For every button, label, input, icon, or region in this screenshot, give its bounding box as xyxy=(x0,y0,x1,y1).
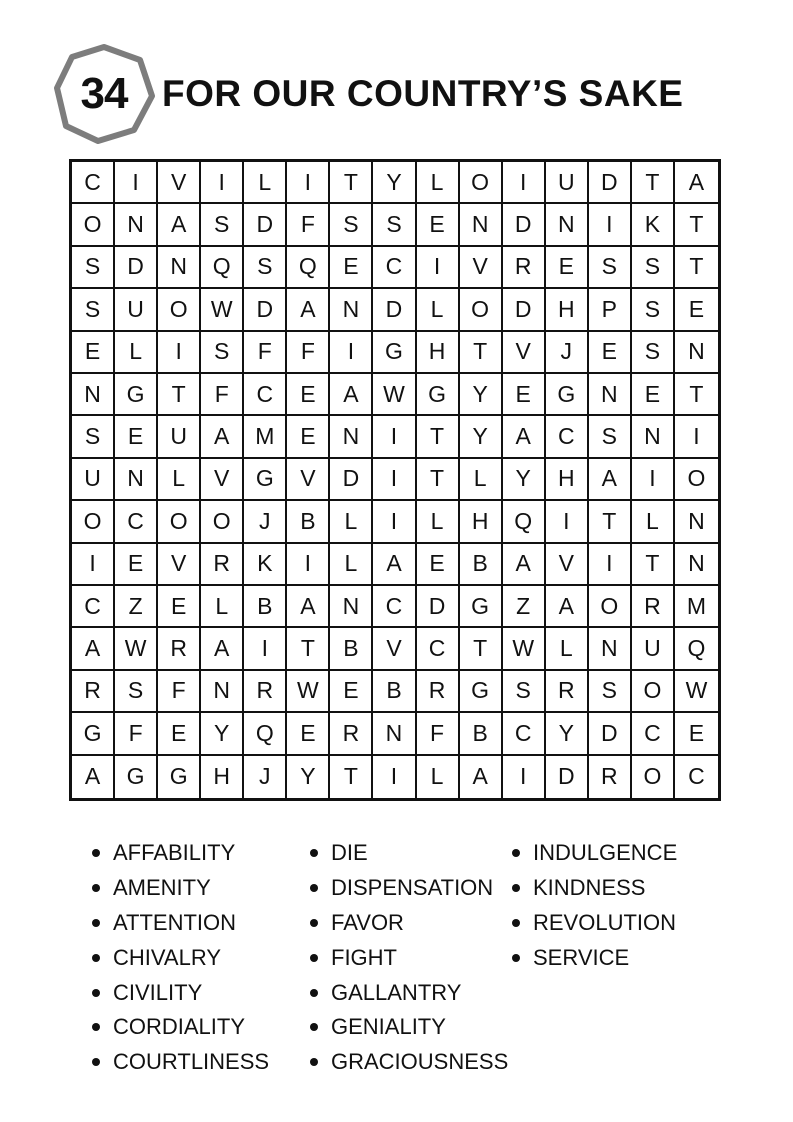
grid-cell[interactable]: R xyxy=(503,247,546,289)
grid-cell[interactable]: I xyxy=(632,459,675,501)
grid-cell[interactable]: I xyxy=(287,162,330,204)
word-label: CHIVALRY xyxy=(113,944,222,970)
grid-cell[interactable]: N xyxy=(72,374,115,416)
word-label: KINDNESS xyxy=(533,875,646,901)
grid-cell[interactable]: D xyxy=(244,204,287,246)
grid-cell[interactable]: G xyxy=(546,374,589,416)
word-label: INDULGENCE xyxy=(533,840,678,866)
grid-cell[interactable]: E xyxy=(330,671,373,713)
grid-cell[interactable]: L xyxy=(417,289,460,331)
grid-cell[interactable]: E xyxy=(330,247,373,289)
grid-cell[interactable]: U xyxy=(158,416,201,458)
grid-cell[interactable]: I xyxy=(244,628,287,670)
grid-cell[interactable]: Y xyxy=(460,416,503,458)
grid-cell[interactable]: C xyxy=(546,416,589,458)
grid-cell[interactable]: O xyxy=(72,501,115,543)
word-list-item xyxy=(92,871,269,906)
word-label: SERVICE xyxy=(533,944,630,970)
grid-cell[interactable]: O xyxy=(460,162,503,204)
grid-cell[interactable]: O xyxy=(632,671,675,713)
bullet-icon xyxy=(92,1058,100,1066)
grid-cell[interactable]: W xyxy=(201,289,244,331)
word-search-grid xyxy=(69,159,721,801)
grid-cell[interactable]: F xyxy=(244,332,287,374)
grid-cell[interactable]: R xyxy=(330,713,373,755)
word-list-item xyxy=(512,836,677,871)
grid-cell[interactable]: E xyxy=(287,374,330,416)
word-list-item xyxy=(92,906,269,941)
grid-cell[interactable]: G xyxy=(115,374,158,416)
grid-cell[interactable]: A xyxy=(287,289,330,331)
bullet-icon xyxy=(310,989,318,997)
grid-cell[interactable]: D xyxy=(503,289,546,331)
grid-cell[interactable]: L xyxy=(330,544,373,586)
grid-cell[interactable]: D xyxy=(417,586,460,628)
grid-cell[interactable]: T xyxy=(675,374,718,416)
grid-cell[interactable]: G xyxy=(460,586,503,628)
grid-cell[interactable]: Y xyxy=(546,713,589,755)
word-label: ATTENTION xyxy=(113,909,237,935)
grid-cell[interactable]: I xyxy=(503,756,546,798)
grid-cell[interactable]: F xyxy=(287,204,330,246)
grid-cell[interactable]: M xyxy=(675,586,718,628)
grid-cell[interactable]: E xyxy=(287,416,330,458)
grid-cell[interactable]: G xyxy=(244,459,287,501)
grid-cell[interactable]: T xyxy=(158,374,201,416)
grid-cell[interactable]: R xyxy=(632,586,675,628)
grid-cell[interactable]: F xyxy=(287,332,330,374)
grid-cell[interactable]: S xyxy=(632,289,675,331)
grid-cell[interactable]: L xyxy=(417,501,460,543)
grid-cell[interactable]: N xyxy=(158,247,201,289)
grid-cell[interactable]: S xyxy=(72,289,115,331)
grid-cell[interactable]: C xyxy=(417,628,460,670)
grid-cell[interactable]: N xyxy=(330,289,373,331)
grid-cell[interactable]: T xyxy=(417,416,460,458)
word-label: FIGHT xyxy=(331,944,397,970)
word-list-column-1 xyxy=(92,836,269,1080)
grid-cell[interactable]: R xyxy=(72,671,115,713)
grid-cell[interactable]: P xyxy=(589,289,632,331)
grid-cell[interactable]: N xyxy=(115,459,158,501)
grid-cell[interactable]: D xyxy=(546,756,589,798)
grid-cell[interactable]: R xyxy=(158,628,201,670)
grid-cell[interactable]: C xyxy=(115,501,158,543)
grid-cell[interactable]: S xyxy=(115,671,158,713)
word-label: REVOLUTION xyxy=(533,909,677,935)
grid-cell[interactable]: I xyxy=(201,162,244,204)
grid-cell[interactable]: S xyxy=(503,671,546,713)
grid-cell[interactable]: E xyxy=(632,374,675,416)
grid-cell[interactable]: S xyxy=(632,247,675,289)
grid-cell[interactable]: Q xyxy=(244,713,287,755)
grid-cell[interactable]: U xyxy=(632,628,675,670)
grid-cell[interactable]: Q xyxy=(287,247,330,289)
grid-cell[interactable]: V xyxy=(460,247,503,289)
bullet-icon xyxy=(512,884,520,892)
word-list-item xyxy=(92,836,269,871)
word-list-item xyxy=(92,1010,269,1045)
bullet-icon xyxy=(310,849,318,857)
grid-cell[interactable]: Y xyxy=(201,713,244,755)
grid-cell[interactable]: C xyxy=(688,763,705,790)
grid-cell[interactable]: E xyxy=(675,289,718,331)
grid-cell[interactable]: E xyxy=(417,204,460,246)
bullet-icon xyxy=(92,954,100,962)
grid-cell[interactable]: S xyxy=(589,247,632,289)
grid-cell[interactable]: G xyxy=(373,332,416,374)
grid-cell[interactable]: Z xyxy=(115,586,158,628)
grid-cell[interactable]: D xyxy=(503,204,546,246)
word-list-item xyxy=(92,975,269,1010)
bullet-icon xyxy=(92,989,100,997)
grid-cell[interactable]: V xyxy=(503,332,546,374)
grid-cell[interactable]: Q xyxy=(503,501,546,543)
grid-cell[interactable]: E xyxy=(503,374,546,416)
grid-cell[interactable]: K xyxy=(632,204,675,246)
grid-cell[interactable]: R xyxy=(546,671,589,713)
grid-cell[interactable]: N xyxy=(373,713,416,755)
grid-cell[interactable]: W xyxy=(373,374,416,416)
grid-cell[interactable]: C xyxy=(503,713,546,755)
grid-cell[interactable]: D xyxy=(244,289,287,331)
grid-cell[interactable]: T xyxy=(675,247,718,289)
grid-cell[interactable]: A xyxy=(589,459,632,501)
grid-cell[interactable]: G xyxy=(115,756,158,798)
grid-cell[interactable]: N xyxy=(675,501,718,543)
grid-cell[interactable]: L xyxy=(460,459,503,501)
grid-cell[interactable]: S xyxy=(589,671,632,713)
grid-cell[interactable]: W xyxy=(287,671,330,713)
grid-cell[interactable]: A xyxy=(546,586,589,628)
grid-cell[interactable]: V xyxy=(158,544,201,586)
grid-cell[interactable]: T xyxy=(287,628,330,670)
grid-cell[interactable]: S xyxy=(244,247,287,289)
word-list-item xyxy=(512,906,677,941)
grid-cell[interactable]: O xyxy=(589,586,632,628)
grid-cell[interactable]: O xyxy=(201,501,244,543)
grid-cell[interactable]: O xyxy=(158,289,201,331)
grid-cell[interactable]: L xyxy=(201,586,244,628)
bullet-icon xyxy=(92,1023,100,1031)
bullet-icon xyxy=(92,919,100,927)
grid-cell[interactable]: W xyxy=(503,628,546,670)
grid-cell[interactable]: I xyxy=(589,204,632,246)
puzzle-number-badge xyxy=(52,42,156,146)
grid-cell[interactable]: N xyxy=(675,544,718,586)
grid-cell[interactable]: U xyxy=(72,459,115,501)
word-list-item xyxy=(310,940,508,975)
grid-cell[interactable]: A xyxy=(460,756,503,798)
word-label: COURTLINESS xyxy=(113,1049,270,1075)
grid-cell[interactable]: V xyxy=(201,459,244,501)
grid-cell[interactable]: L xyxy=(546,628,589,670)
grid-cell[interactable]: B xyxy=(373,671,416,713)
grid-cell[interactable]: A xyxy=(201,416,244,458)
grid-cell[interactable]: J xyxy=(244,501,287,543)
grid-cell[interactable]: E xyxy=(287,713,330,755)
grid-cell[interactable]: T xyxy=(675,204,718,246)
grid-cell[interactable]: D xyxy=(589,162,632,204)
grid-cell[interactable]: S xyxy=(72,416,115,458)
grid-cell[interactable]: Q xyxy=(675,628,718,670)
grid-cell[interactable]: I xyxy=(287,544,330,586)
grid-cell[interactable]: Y xyxy=(373,162,416,204)
grid-cell[interactable]: I xyxy=(330,332,373,374)
grid-cell[interactable]: V xyxy=(158,162,201,204)
word-label: FAVOR xyxy=(331,909,404,935)
grid-cell[interactable]: V xyxy=(373,628,416,670)
grid-cell[interactable]: E xyxy=(158,586,201,628)
grid-cell[interactable]: S xyxy=(589,416,632,458)
grid-cell[interactable]: H xyxy=(546,289,589,331)
grid-cell[interactable]: I xyxy=(675,416,718,458)
grid-cell[interactable]: U xyxy=(546,162,589,204)
grid-cell[interactable]: A xyxy=(503,544,546,586)
grid-cell[interactable]: I xyxy=(373,501,416,543)
grid-cell[interactable]: T xyxy=(632,162,675,204)
word-list-item xyxy=(310,871,508,906)
word-label: DIE xyxy=(331,840,368,866)
grid-cell[interactable]: I xyxy=(546,501,589,543)
word-list-item xyxy=(310,975,508,1010)
grid-cell[interactable]: W xyxy=(675,671,718,713)
grid-cell[interactable]: L xyxy=(417,162,460,204)
bullet-icon xyxy=(310,1023,318,1031)
grid-cell[interactable]: L xyxy=(158,459,201,501)
grid-cell[interactable]: N xyxy=(201,671,244,713)
grid-cell[interactable]: H xyxy=(460,501,503,543)
bullet-icon xyxy=(310,1058,318,1066)
grid-cell[interactable]: D xyxy=(115,247,158,289)
grid-cell[interactable]: N xyxy=(675,332,718,374)
grid-cell[interactable]: T xyxy=(589,501,632,543)
grid-cell[interactable]: V xyxy=(287,459,330,501)
grid-cell[interactable]: A xyxy=(72,756,115,798)
grid-cell[interactable]: C xyxy=(72,162,115,204)
word-label: DISPENSATION xyxy=(331,875,494,901)
grid-cell[interactable]: T xyxy=(460,332,503,374)
grid-cell[interactable]: N xyxy=(330,586,373,628)
grid-cell[interactable]: Y xyxy=(460,374,503,416)
grid-cell[interactable]: C xyxy=(72,586,115,628)
grid-cell[interactable]: L xyxy=(417,756,460,798)
grid-cell[interactable]: O xyxy=(158,501,201,543)
grid-cell[interactable]: D xyxy=(589,713,632,755)
grid-cell[interactable]: R xyxy=(589,756,632,798)
letter-grid xyxy=(72,162,718,798)
bullet-icon xyxy=(92,884,100,892)
grid-cell[interactable]: Y xyxy=(503,459,546,501)
grid-cell[interactable]: Y xyxy=(287,756,330,798)
grid-cell[interactable]: A xyxy=(287,586,330,628)
word-list-item xyxy=(512,871,677,906)
grid-cell[interactable]: B xyxy=(244,586,287,628)
word-label: CORDIALITY xyxy=(113,1014,246,1040)
grid-cell[interactable]: R xyxy=(417,671,460,713)
grid-cell[interactable]: V xyxy=(546,544,589,586)
grid-cell[interactable]: N xyxy=(330,416,373,458)
grid-cell[interactable]: L xyxy=(330,501,373,543)
grid-cell[interactable]: G xyxy=(158,756,201,798)
grid-cell[interactable]: W xyxy=(115,628,158,670)
grid-cell[interactable]: E xyxy=(589,332,632,374)
grid-cell[interactable]: S xyxy=(72,247,115,289)
grid-cell[interactable]: E xyxy=(72,332,115,374)
grid-cell[interactable]: F xyxy=(115,713,158,755)
grid-cell[interactable]: L xyxy=(115,332,158,374)
bullet-icon xyxy=(92,849,100,857)
grid-cell[interactable]: D xyxy=(330,459,373,501)
grid-cell[interactable]: Z xyxy=(503,586,546,628)
grid-cell[interactable]: I xyxy=(115,162,158,204)
grid-cell[interactable]: H xyxy=(417,332,460,374)
grid-cell[interactable]: F xyxy=(417,713,460,755)
grid-cell[interactable]: K xyxy=(244,544,287,586)
puzzle-number: 34 xyxy=(80,69,128,118)
bullet-icon xyxy=(512,849,520,857)
grid-cell[interactable]: B xyxy=(330,628,373,670)
grid-cell[interactable]: F xyxy=(158,671,201,713)
grid-cell[interactable]: D xyxy=(373,289,416,331)
grid-cell[interactable]: I xyxy=(589,544,632,586)
grid-cell[interactable]: I xyxy=(72,544,115,586)
grid-cell[interactable]: R xyxy=(201,544,244,586)
grid-cell[interactable]: B xyxy=(287,501,330,543)
word-list-column-3 xyxy=(512,836,677,975)
word-label: GENIALITY xyxy=(331,1014,446,1040)
grid-cell[interactable]: C xyxy=(632,713,675,755)
grid-cell[interactable]: N xyxy=(589,628,632,670)
word-list-column-2 xyxy=(310,836,508,1080)
grid-cell[interactable]: A xyxy=(201,628,244,670)
grid-cell[interactable]: B xyxy=(460,713,503,755)
grid-cell[interactable]: A xyxy=(373,544,416,586)
grid-cell[interactable]: N xyxy=(589,374,632,416)
word-list-item xyxy=(310,836,508,871)
grid-cell[interactable]: G xyxy=(72,713,115,755)
grid-cell[interactable]: A xyxy=(158,204,201,246)
grid-cell[interactable]: S xyxy=(330,204,373,246)
grid-cell[interactable]: E xyxy=(675,713,718,755)
bullet-icon xyxy=(512,919,520,927)
grid-cell[interactable]: J xyxy=(546,332,589,374)
grid-cell[interactable]: A xyxy=(72,628,115,670)
word-label: CIVILITY xyxy=(113,979,203,1005)
bullet-icon xyxy=(310,884,318,892)
grid-cell[interactable]: B xyxy=(460,544,503,586)
grid-cell[interactable]: T xyxy=(417,459,460,501)
grid-cell[interactable]: S xyxy=(373,204,416,246)
puzzle-title: FOR OUR COUNTRY’S SAKE xyxy=(162,73,684,114)
word-list-item xyxy=(310,1010,508,1045)
grid-cell[interactable]: I xyxy=(373,756,416,798)
grid-cell[interactable]: N xyxy=(632,416,675,458)
grid-cell[interactable]: I xyxy=(158,332,201,374)
grid-cell[interactable]: I xyxy=(373,459,416,501)
grid-cell[interactable]: T xyxy=(330,756,373,798)
word-list-item xyxy=(310,1045,508,1080)
word-label: AMENITY xyxy=(113,875,211,901)
grid-cell[interactable]: Q xyxy=(201,247,244,289)
grid-cell[interactable]: S xyxy=(632,332,675,374)
grid-cell[interactable]: C xyxy=(244,374,287,416)
grid-cell[interactable]: A xyxy=(503,416,546,458)
grid-cell[interactable]: U xyxy=(115,289,158,331)
grid-cell[interactable]: G xyxy=(460,671,503,713)
grid-cell[interactable]: E xyxy=(158,713,201,755)
word-label: AFFABILITY xyxy=(113,840,236,866)
grid-cell[interactable]: I xyxy=(373,416,416,458)
grid-cell[interactable]: S xyxy=(201,204,244,246)
grid-cell[interactable]: O xyxy=(675,459,718,501)
grid-cell[interactable]: S xyxy=(201,332,244,374)
grid-cell[interactable]: C xyxy=(373,247,416,289)
grid-cell[interactable]: G xyxy=(417,374,460,416)
grid-cell[interactable]: O xyxy=(72,204,115,246)
grid-cell[interactable]: N xyxy=(115,204,158,246)
grid-cell[interactable]: T xyxy=(330,162,373,204)
grid-cell[interactable]: E xyxy=(115,416,158,458)
grid-cell[interactable]: I xyxy=(417,247,460,289)
grid-cell[interactable]: F xyxy=(201,374,244,416)
grid-cell[interactable]: N xyxy=(546,204,589,246)
grid-cell[interactable]: L xyxy=(244,162,287,204)
word-list-item xyxy=(310,906,508,941)
grid-cell[interactable]: T xyxy=(632,544,675,586)
grid-cell[interactable]: I xyxy=(503,162,546,204)
grid-cell[interactable]: N xyxy=(460,204,503,246)
grid-cell[interactable]: L xyxy=(632,501,675,543)
grid-cell[interactable]: E xyxy=(115,544,158,586)
bullet-icon xyxy=(310,954,318,962)
grid-cell[interactable]: M xyxy=(244,416,287,458)
grid-cell[interactable]: H xyxy=(201,756,244,798)
grid-cell[interactable]: J xyxy=(244,756,287,798)
word-list-item xyxy=(92,1045,269,1080)
grid-cell[interactable]: C xyxy=(373,586,416,628)
grid-cell[interactable]: A xyxy=(330,374,373,416)
bullet-icon xyxy=(512,954,520,962)
grid-cell[interactable]: A xyxy=(675,162,718,204)
grid-cell[interactable]: O xyxy=(460,289,503,331)
word-list-item xyxy=(512,940,677,975)
grid-cell[interactable]: E xyxy=(417,544,460,586)
word-label: GALLANTRY xyxy=(331,979,462,1005)
grid-cell[interactable]: H xyxy=(546,459,589,501)
bullet-icon xyxy=(310,919,318,927)
grid-cell[interactable]: R xyxy=(244,671,287,713)
word-label: GRACIOUSNESS xyxy=(331,1049,509,1075)
grid-cell[interactable]: T xyxy=(460,628,503,670)
word-list-item xyxy=(92,940,269,975)
grid-cell[interactable]: O xyxy=(632,756,675,798)
grid-cell[interactable]: E xyxy=(546,247,589,289)
